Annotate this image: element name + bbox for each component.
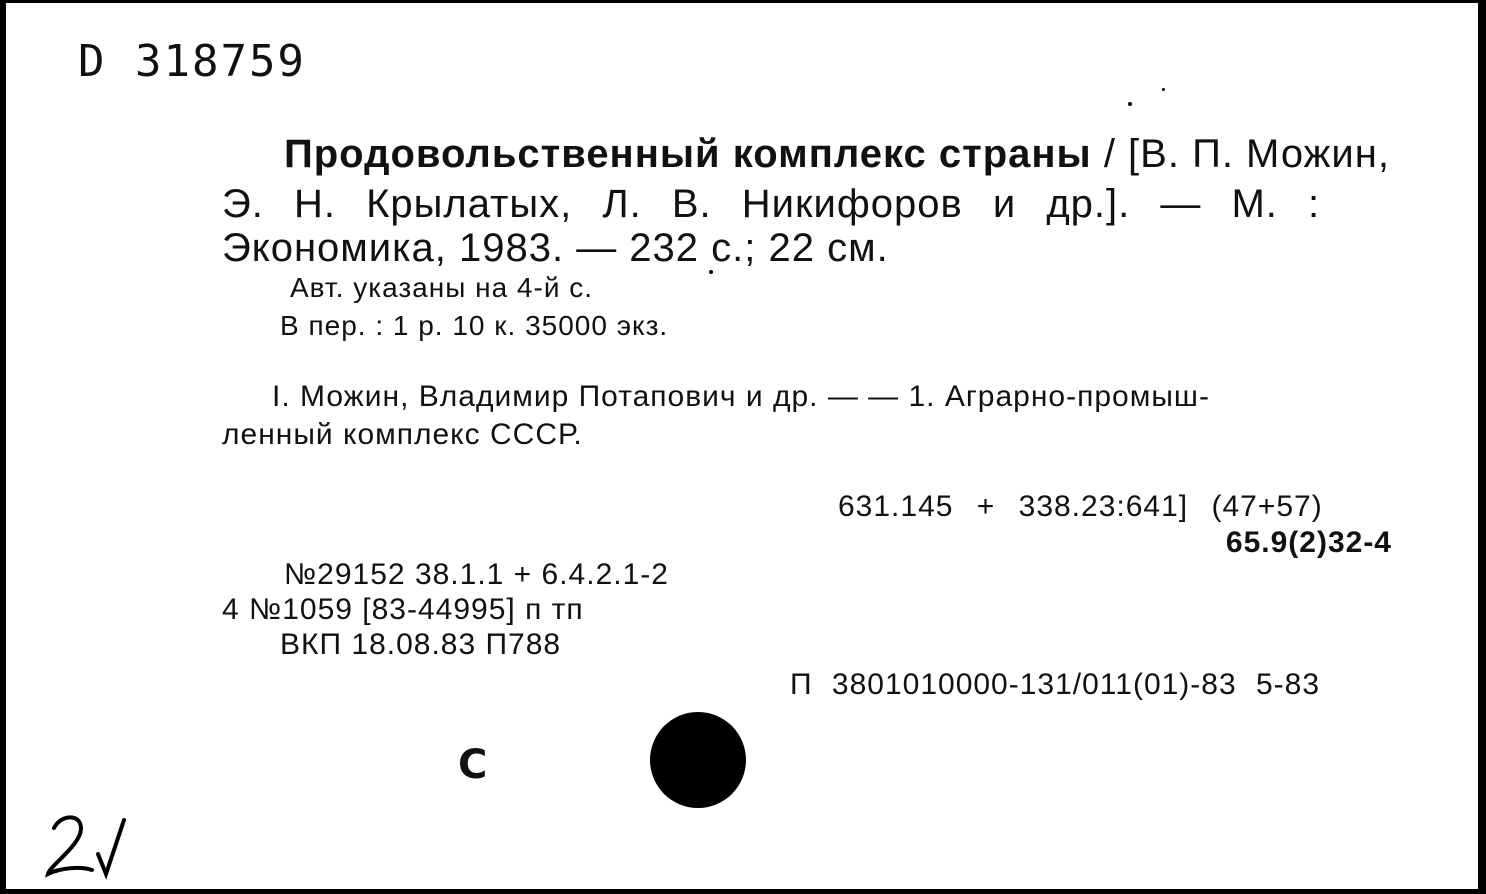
udc-classification: 631.145 + 338.23:641] (47+57) xyxy=(838,490,1323,523)
bbk-classification: 65.9(2)32-4 xyxy=(1225,526,1392,559)
authors-start: / [В. П. Можин, xyxy=(1091,132,1390,176)
handwritten-mark xyxy=(40,808,130,880)
speck xyxy=(1128,102,1132,106)
index-code: П 3801010000-131/011(01)-83 5-83 xyxy=(790,668,1321,701)
letter-mark: С xyxy=(458,742,488,788)
title-line-2: Э. Н. Крылатых, Л. В. Никифоров и др.]. — М. : xyxy=(222,182,1321,226)
punched-hole xyxy=(650,712,746,808)
speck xyxy=(1162,88,1165,91)
record-number-2: 4 №1059 [83-44995] п тп xyxy=(222,593,584,626)
tracing-line-1: I. Можин, Владимир Потапович и др. — — 1. Аграрно-промыш- xyxy=(272,380,1210,413)
tracing-line-2: ленный комплекс СССР. xyxy=(222,418,583,451)
authors-note: Авт. указаны на 4-й с. xyxy=(290,272,594,303)
speck xyxy=(709,270,713,274)
record-number-3: ВКП 18.08.83 П788 xyxy=(280,628,562,661)
title-line-1 xyxy=(284,132,1390,177)
price-note: В пер. : 1 р. 10 к. 35000 экз. xyxy=(280,310,669,341)
book-title: Продовольственный комплекс страны xyxy=(284,132,1092,176)
call-number: D 318759 xyxy=(78,36,306,87)
publication-line: Экономика, 1983. — 232 с.; 22 см. xyxy=(222,226,889,270)
record-number-1: №29152 38.1.1 + 6.4.2.1-2 xyxy=(284,558,669,591)
